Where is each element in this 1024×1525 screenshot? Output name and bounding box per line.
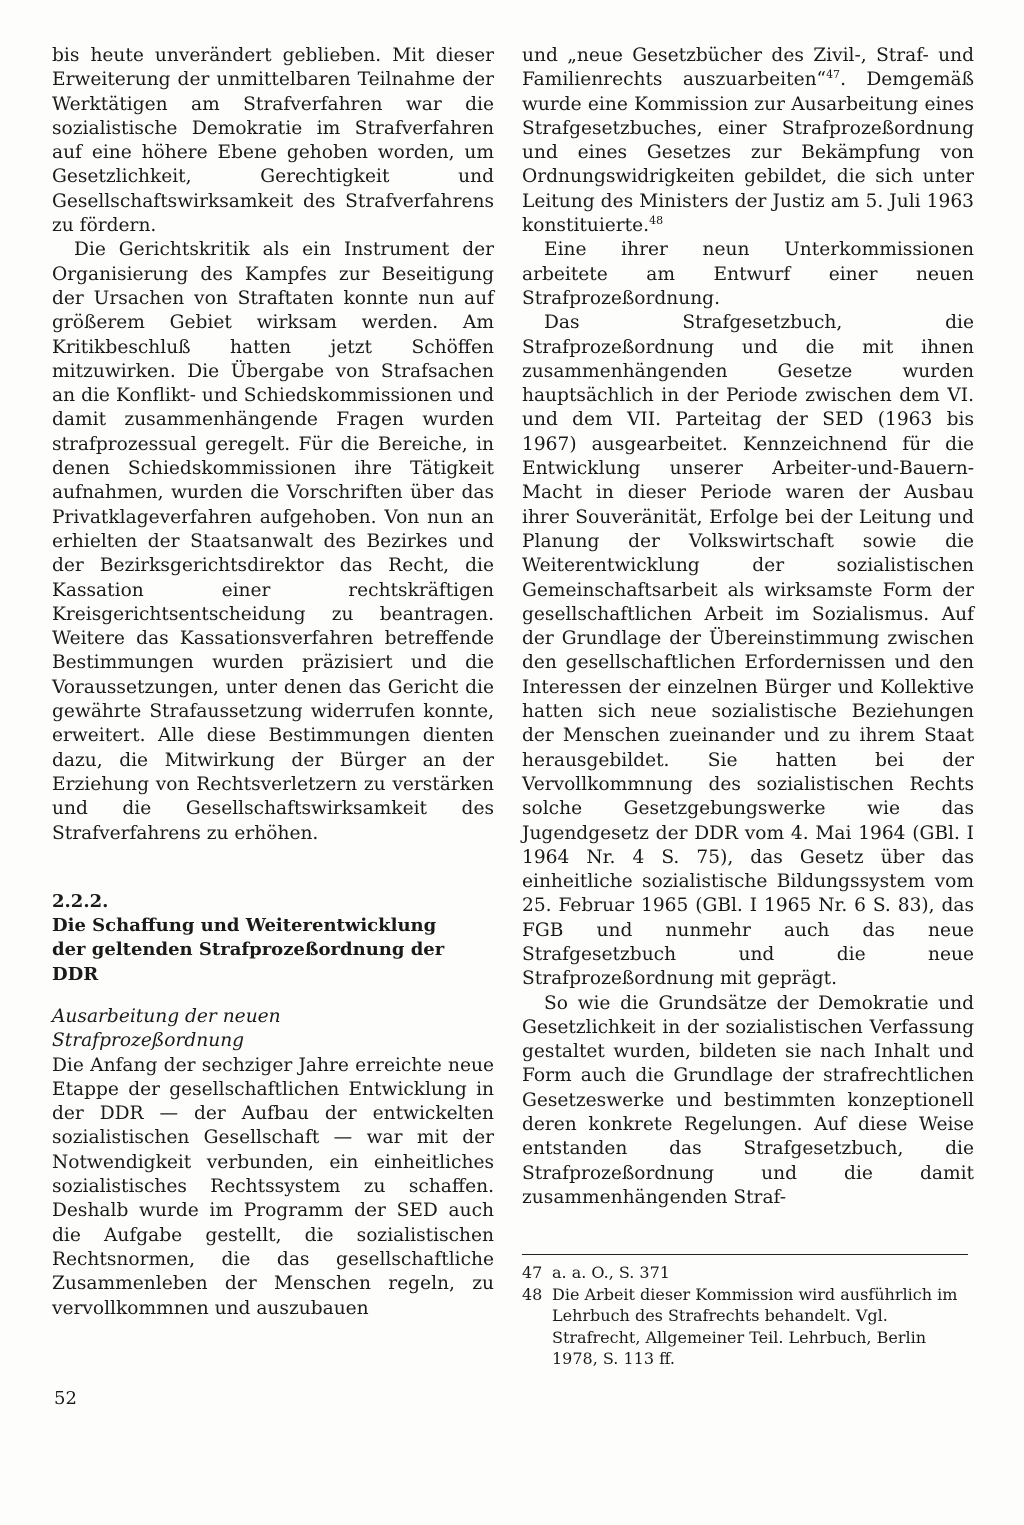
right-paragraph-1 bbox=[522, 44, 974, 238]
section-heading bbox=[52, 890, 494, 987]
footnote-47 bbox=[522, 1262, 974, 1284]
right-paragraph-2: Eine ihrer neun Unterkommissionen arbeitete am Entwurf einer neuen Strafprozeßordnung. bbox=[522, 239, 974, 309]
left-column bbox=[52, 44, 494, 1321]
page-number: 52 bbox=[54, 1388, 77, 1409]
left-paragraph-3: Die Anfang der sechziger Jahre erreichte neue Etappe der gesellschaftlichen Entwicklung in der DDR — der Aufbau der entwickelten sozialistischen Gesellschaft — war mit der Notwendigkeit verbunden, ein einheitliches sozialistisches Rechtssystem zu schaffen. Deshalb wurde im Programm der SED auch die Aufgabe gestellt, die sozialistischen Rechtsnormen, die das gesellschaftliche Zusammenleben der Menschen regeln, zu vervollkommnen und auszubauen bbox=[52, 1054, 494, 1319]
footnote-number: 48 bbox=[522, 1284, 543, 1304]
footnotes bbox=[522, 1262, 974, 1370]
right-paragraph-1-text-2: . Demgemäß wurde eine Kommission zur Ausarbeitung eines Strafgesetzbuches, einer Strafprozeßordnung und eines Gesetzes zur Bekämpfung von Ordnungswidrigkeiten gebildet, die sich unter Leitung des Ministers der Justiz am 5. Juli 1963 konstituierte. bbox=[522, 69, 974, 237]
right-paragraph-3: Das Strafgesetzbuch, die Strafprozeßordnung und die mit ihnen zusammenhängenden Gesetze wurden hauptsächlich in der Periode zwischen dem VI. und dem VII. Parteitag der SED (1963 bis 1967) ausgearbeitet. Kennzeichnend für die Entwicklung unserer Arbeiter-und-Bauern-Macht in dieser Periode waren der Ausbau ihrer Souveränität, Erfolge bei der Leitung und Planung der Volkswirtschaft sowie die Weiterentwicklung der sozialistischen Gemeinschaftsarbeit als wirksamste Form der gesellschaftlichen Arbeit im Sozialismus. Auf der Grundlage der Übereinstimmung zwischen den gesellschaftlichen Erfordernissen und den Interessen der einzelnen Bürger und Kollektive hatten sich neue sozialistische Beziehungen der Menschen zueinander und zu ihrem Staat herausgebildet. Sie hatten bei der Vervollkommnung des sozialistischen Rechts solche Gesetzgebungswerke wie das Jugendgesetz der DDR vom 4. Mai 1964 (GBl. I 1964 Nr. 4 S. 75), das Gesetz über das einheitliche sozialistische Bildungssystem vom 25. Februar 1965 (GBl. I 1965 Nr. 6 S. 83), das FGB und nunmehr auch das neue Strafgesetzbuch und die neue Strafprozeßordnung mit geprägt. bbox=[522, 312, 974, 990]
footnote-ref-48[interactable]: 48 bbox=[649, 213, 664, 227]
left-paragraph-1: bis heute unverändert geblieben. Mit dieser Erweiterung der unmittelbaren Teilnahme der Werktätigen am Strafverfahren war die sozialistische Demokratie im Strafverfahren auf eine höhere Ebene gehoben worden, um Gesetzlichkeit, Gerechtigkeit und Gesellschaftswirksamkeit des Strafverfahrens zu fördern. bbox=[52, 45, 494, 237]
left-paragraph-2: Die Gerichtskritik als ein Instrument der Organisierung des Kampfes zur Beseitigung der Ursachen von Straftaten konnte nun auf größerem Gebiet wirksam werden. Am Kritikbeschluß hatten jetzt Schöffen mitzuwirken. Die Übergabe von Strafsachen an die Konflikt- und Schiedskommissionen und damit zusammenhängende Fragen wurden strafprozessual geregelt. Für die Bereiche, in denen Schiedskommissionen ihre Tätigkeit aufnahmen, wurden die Vorschriften über das Privatklageverfahren aufgehoben. Von nun an erhielten der Staatsanwalt des Bezirkes und der Bezirksgerichtsdirektor das Recht, die Kassation einer rechtskräftigen Kreisgerichtsentscheidung zu beantragen. Weitere das Kassationsverfahren betreffende Bestimmungen wurden präzisiert und die Voraussetzungen, unter denen das Gericht die gewährte Strafaussetzung widerrufen konnte, erweitert. Alle diese Bestimmungen dienten dazu, die Mitwirkung der Bürger an der Erziehung von Rechtsverletzern zu verstärken und die Gesellschaftswirksamkeit des Strafverfahrens zu erhöhen. bbox=[52, 239, 494, 844]
section-title-line-2: der geltenden Strafprozeßordnung der DDR bbox=[52, 939, 445, 985]
section-title-line-1: Die Schaffung und Weiterentwicklung bbox=[52, 915, 437, 937]
footnote-ref-47[interactable]: 47 bbox=[826, 68, 841, 82]
section-number: 2.2.2. bbox=[52, 890, 109, 912]
subheading-line-2: Strafprozeßordnung bbox=[52, 1030, 245, 1052]
footnote-number: 47 bbox=[522, 1263, 543, 1282]
footnote-divider bbox=[522, 1254, 968, 1255]
footnote-text: a. a. O., S. 371 bbox=[552, 1263, 670, 1282]
right-paragraph-1-text: und „neue Gesetzbücher des Zivil-, Straf- und Familienrechts auszuarbeiten“ bbox=[522, 45, 974, 91]
right-paragraph-4: So wie die Grundsätze der Demokratie und Gesetzlichkeit in der sozialistischen Verfassung gestaltet wurden, bildeten sie nach Inhalt und Form auch die Grundlage der strafrechtlichen Gesetzeswerke und bestimmten konzeptionell deren konkrete Regelungen. Auf diese Weise entstanden das Strafgesetzbuch, die Strafprozeßordnung und die damit zusammenhängenden Straf- bbox=[522, 992, 974, 1208]
footnote-text: Die Arbeit dieser Kommission wird ausführlich im Lehrbuch des Strafrechts behandelt. Vgl. Strafrecht, Allgemeiner Teil. Lehrbuch, Berlin 1978, S. 113 ff. bbox=[552, 1284, 958, 1368]
footnote-48 bbox=[522, 1284, 974, 1370]
right-column bbox=[522, 44, 974, 1210]
subheading bbox=[52, 1005, 494, 1054]
subheading-line-1: Ausarbeitung der neuen bbox=[52, 1005, 281, 1027]
